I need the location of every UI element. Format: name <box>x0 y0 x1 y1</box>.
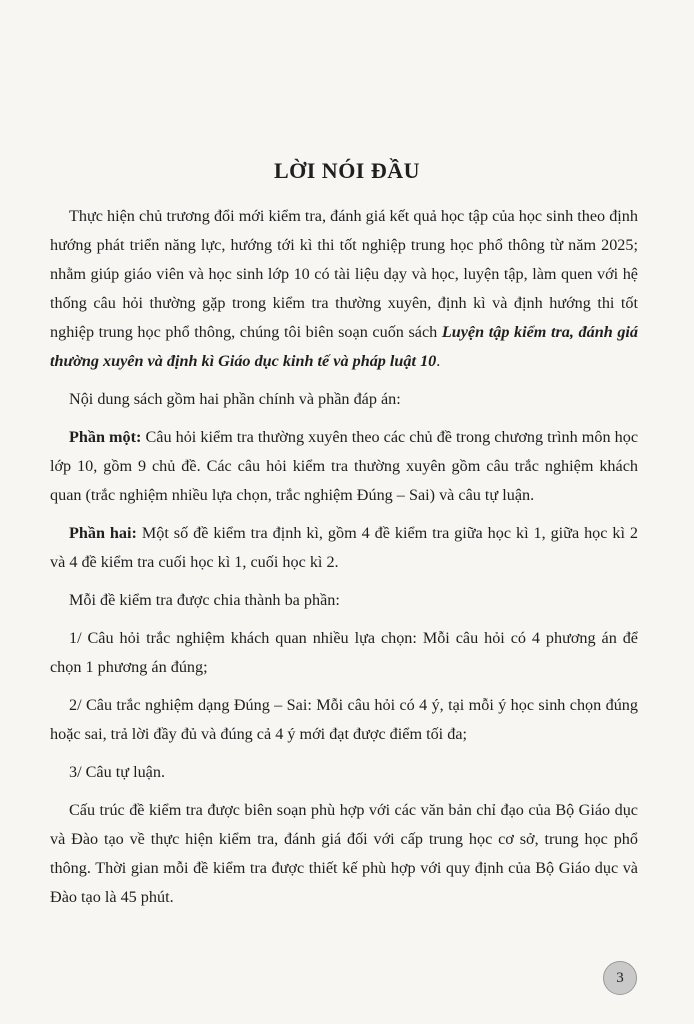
part-two-paragraph <box>50 519 638 577</box>
structure-item-2: 2/ Câu trắc nghiệm dạng Đúng – Sai: Mỗi câu hỏi có 4 ý, tại mỗi ý học sinh chọn đúng hoặc sai, trả lời đầy đủ và đúng cả 4 ý mới đạt được điểm tối đa; <box>50 696 638 743</box>
structure-intro: Mỗi đề kiểm tra được chia thành ba phần: <box>69 591 340 609</box>
intro-text: Thực hiện chủ trương đổi mới kiểm tra, đánh giá kết quả học tập của học sinh theo định hướng phát triển năng lực, hướng tới kì thi tốt nghiệp trung học phổ thông từ năm 2025; nhằm giúp giáo viên và học sinh lớp 10 có tài liệu dạy và học, luyện tập, làm quen với hệ thống câu hỏi thường gặp trong kiểm tra thường xuyên, định kì và định hướng thi tốt nghiệp trung học phổ thông, chúng tôi biên soạn cuốn sách <box>50 207 638 341</box>
page-number-badge: 3 <box>603 961 637 995</box>
part-one-label: Phần một: <box>69 428 142 446</box>
intro-paragraph <box>50 202 638 376</box>
structure-item-3: 3/ Câu tự luận. <box>69 763 165 781</box>
structure-item-1: 1/ Câu hỏi trắc nghiệm khách quan nhiều lựa chọn: Mỗi câu hỏi có 4 phương án để chọn 1 phương án đúng; <box>50 629 638 676</box>
contents-intro: Nội dung sách gồm hai phần chính và phần đáp án: <box>69 390 401 408</box>
part-two-text: Một số đề kiểm tra định kì, gồm 4 đề kiểm tra giữa học kì 1, giữa học kì 2 và 4 đề kiểm tra cuối học kì 1, cuối học kì 2. <box>50 524 638 571</box>
closing-paragraph: Cấu trúc đề kiểm tra được biên soạn phù hợp với các văn bản chỉ đạo của Bộ Giáo dục và Đào tạo về thực hiện kiểm tra, đánh giá đối với cấp trung học cơ sở, trung học phổ thông. Thời gian mỗi đề kiểm tra được thiết kế phù hợp với quy định của Bộ Giáo dục và Đào tạo là 45 phút. <box>50 801 638 906</box>
intro-end: . <box>436 352 441 370</box>
part-one-text: Câu hỏi kiểm tra thường xuyên theo các chủ đề trong chương trình môn học lớp 10, gồm 9 chủ đề. Các câu hỏi kiểm tra thường xuyên gồm câu trắc nghiệm khách quan (trắc nghiệm nhiều lựa chọn, trắc nghiệm Đúng – Sai) và câu tự luận. <box>50 428 638 504</box>
page-title: LỜI NÓI ĐẦU <box>273 158 421 183</box>
preface-body <box>50 202 638 921</box>
part-two-label: Phần hai: <box>69 524 137 542</box>
part-one-paragraph <box>50 423 638 510</box>
book-title: Luyện tập kiểm tra, đánh giá thường xuyên và định kì Giáo dục kinh tế và pháp luật 10 <box>50 323 639 370</box>
